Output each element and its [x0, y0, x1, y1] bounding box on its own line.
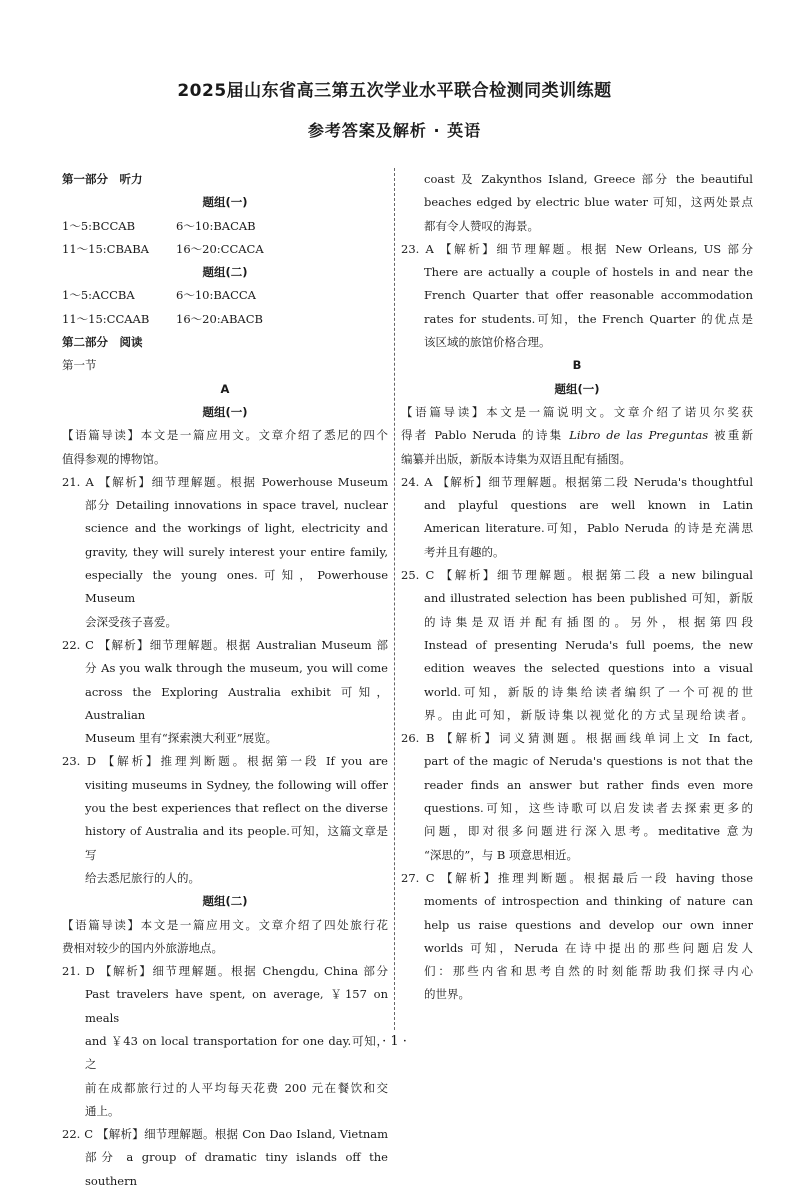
document-subtitle: 参考答案及解析 · 英语	[307, 121, 482, 140]
answer-line: Past travelers have spent, on average, ￥157 on meals	[85, 987, 388, 1025]
intro-line: 【语篇导读】本文是一篇应用文。文章介绍了悉尼的四个	[62, 428, 388, 443]
answer-range: 11～15:CCAAB	[62, 311, 150, 326]
answer-line: “深思的”，与 B 项意思相近。	[424, 847, 579, 862]
answer-line: 22. C 【解析】细节理解题。根据 Con Dao Island, Vietnam	[62, 1127, 388, 1142]
answer-line: 22. C 【解析】细节理解题。根据 Australian Museum 部	[62, 637, 388, 652]
answer-line: 的世界。	[424, 987, 470, 1002]
answer-range: 1～5:BCCAB	[62, 218, 136, 233]
answer-line: help us raise questions and develop our own inner	[424, 917, 753, 932]
page-number: · 1 ·	[382, 1034, 407, 1049]
answer-line: French Quarter that offer reasonable accommodation	[424, 288, 753, 303]
answer-range: 1～5:ACCBA	[62, 288, 135, 303]
group1-heading: 题组(一)	[202, 195, 248, 210]
answer-row	[62, 238, 388, 261]
answer-line: 通上。	[85, 1103, 120, 1118]
answer-line: especially the young ones.可知，Powerhouse Museum	[85, 568, 388, 606]
answer-line: 21. D 【解析】细节理解题。根据 Chengdu, China 部分	[62, 964, 388, 979]
answer-line: you the best experiences that reflect on the diverse	[85, 801, 388, 816]
answer-line: moments of introspection and thinking of nature can	[424, 894, 753, 909]
answer-line: rates for students.可知，the French Quarter 的优点是	[424, 311, 753, 326]
answer-line: world.可知，新版的诗集给读者编织了一个可视的世	[424, 684, 753, 699]
answer-line: 23. A 【解析】细节理解题。根据 New Orleans, US 部分	[401, 241, 753, 256]
part1-heading: 第一部分 听力	[62, 172, 143, 186]
b-group1-heading: 题组(一)	[554, 381, 600, 396]
answer-row	[62, 284, 388, 307]
intro-text: 得者 Pablo Neruda 的诗集	[401, 428, 570, 443]
a-group2-heading: 题组(二)	[202, 894, 248, 909]
a-group1-heading: 题组(一)	[202, 404, 248, 419]
answer-range: 11～15:CBABA	[62, 241, 149, 256]
answer-line: worlds 可知，Neruda 在诗中提出的那些问题启发人	[424, 940, 753, 955]
answer-line: beaches edged by electric blue water 可知，这两处景点	[424, 195, 753, 210]
answer-line: 部分 a group of dramatic tiny islands off the southern	[85, 1150, 388, 1188]
intro-line: 【语篇导读】本文是一篇应用文。文章介绍了四处旅行花	[62, 917, 388, 932]
column-divider	[394, 168, 395, 1030]
answer-line: science and the workings of light, electricity and	[85, 521, 388, 536]
intro-line: 费相对较少的国内外旅游地点。	[62, 940, 223, 955]
answer-line: 界。由此可知，新版诗集以视觉化的方式呈现给读者。	[424, 707, 753, 722]
answer-line: 23. D 【解析】推理判断题。根据第一段 If you are	[62, 754, 388, 769]
passage-b-heading: B	[572, 358, 582, 373]
answer-row	[62, 215, 388, 238]
book-title: Libro de las Preguntas	[569, 428, 709, 443]
answer-line: 25. C 【解析】细节理解题。根据第二段 a new bilingual	[401, 568, 753, 583]
answer-line: 该区域的旅馆价格合理。	[424, 335, 551, 350]
answer-line: 前在成都旅行过的人平均每天花费 200 元在餐饮和交	[85, 1080, 388, 1095]
answer-line: 问题，即对很多问题进行深入思考。meditative 意为	[424, 824, 753, 839]
answer-line: and ￥43 on local transportation for one day.可知，之	[85, 1033, 388, 1072]
right-column	[401, 168, 753, 1007]
answer-line: coast 及 Zakynthos Island, Greece 部分 the beautiful	[424, 172, 753, 186]
answer-range: 16～20:CCACA	[176, 241, 264, 256]
answer-line: reader finds an answer but rather finds even more	[424, 777, 753, 792]
answer-line: and playful questions are well known in Latin	[424, 498, 753, 513]
intro-line: 【语篇导读】本文是一篇说明文。文章介绍了诺贝尔奖获	[401, 404, 753, 419]
answer-line: There are actually a couple of hostels in and near the	[424, 265, 753, 280]
answer-line: history of Australia and its people.可知，这篇文章是写	[85, 824, 388, 862]
answer-line: across the Exploring Australia exhibit 可知，Australian	[85, 684, 388, 722]
answer-line: 26. B 【解析】词义猜测题。根据画线单词上文 In fact,	[401, 731, 753, 746]
section1-heading: 第一节	[62, 358, 97, 373]
answer-line: part of the magic of Neruda's questions is not that the	[424, 754, 753, 769]
answer-line: 给去悉尼旅行的人的。	[85, 870, 200, 885]
answer-line: Instead of presenting Neruda's full poems, the new	[424, 637, 753, 652]
intro-line	[401, 424, 753, 447]
answer-line: 21. A 【解析】细节理解题。根据 Powerhouse Museum	[62, 474, 388, 489]
answer-line: 分 As you walk through the museum, you will come	[85, 661, 388, 676]
answer-row	[62, 308, 388, 331]
answer-line: 会深受孩子喜爱。	[85, 614, 177, 629]
answer-range: 16～20:ABACB	[176, 311, 263, 326]
answer-line: 24. A 【解析】细节理解题。根据第二段 Neruda's thoughtful	[401, 474, 753, 489]
answer-range: 6～10:BACCA	[176, 288, 256, 303]
answer-line: questions.可知，这些诗歌可以启发读者去探索更多的	[424, 801, 753, 816]
answer-line: Museum 里有“探索澳大利亚”展览。	[85, 731, 278, 746]
group2-heading: 题组(二)	[202, 265, 248, 280]
answer-line: 的诗集是双语并配有插图的。另外，根据第四段	[424, 614, 753, 629]
answer-line: American literature.可知，Pablo Neruda 的诗是充满思	[424, 521, 753, 536]
answer-line: visiting museums in Sydney, the following will offer	[85, 777, 388, 792]
document-title: 2025届山东省高三第五次学业水平联合检测同类训练题	[177, 81, 612, 101]
answer-line: gravity, they will surely interest your entire family,	[85, 544, 388, 559]
answer-line: 们：那些内省和思考自然的时刻能帮助我们探寻内心	[424, 964, 753, 979]
passage-a-heading: A	[220, 381, 230, 396]
part2-heading: 第二部分 阅读	[62, 335, 143, 350]
intro-text: 被重新	[708, 428, 754, 443]
answer-line: edition weaves the selected questions into a visual	[424, 661, 753, 676]
answer-line: 部分 Detailing innovations in space travel, nuclear	[85, 498, 388, 513]
intro-line: 值得参观的博物馆。	[62, 451, 166, 466]
answer-range: 6～10:BACAB	[176, 218, 256, 233]
answer-line: and illustrated selection has been published 可知，新版	[424, 591, 753, 606]
intro-line: 编纂并出版，新版本诗集为双语且配有插图。	[401, 451, 631, 466]
answer-line: 27. C 【解析】推理判断题。根据最后一段 having those	[401, 870, 753, 885]
answer-line: 考并且有趣的。	[424, 544, 505, 559]
answer-line: 都有令人赞叹的海景。	[424, 218, 539, 233]
